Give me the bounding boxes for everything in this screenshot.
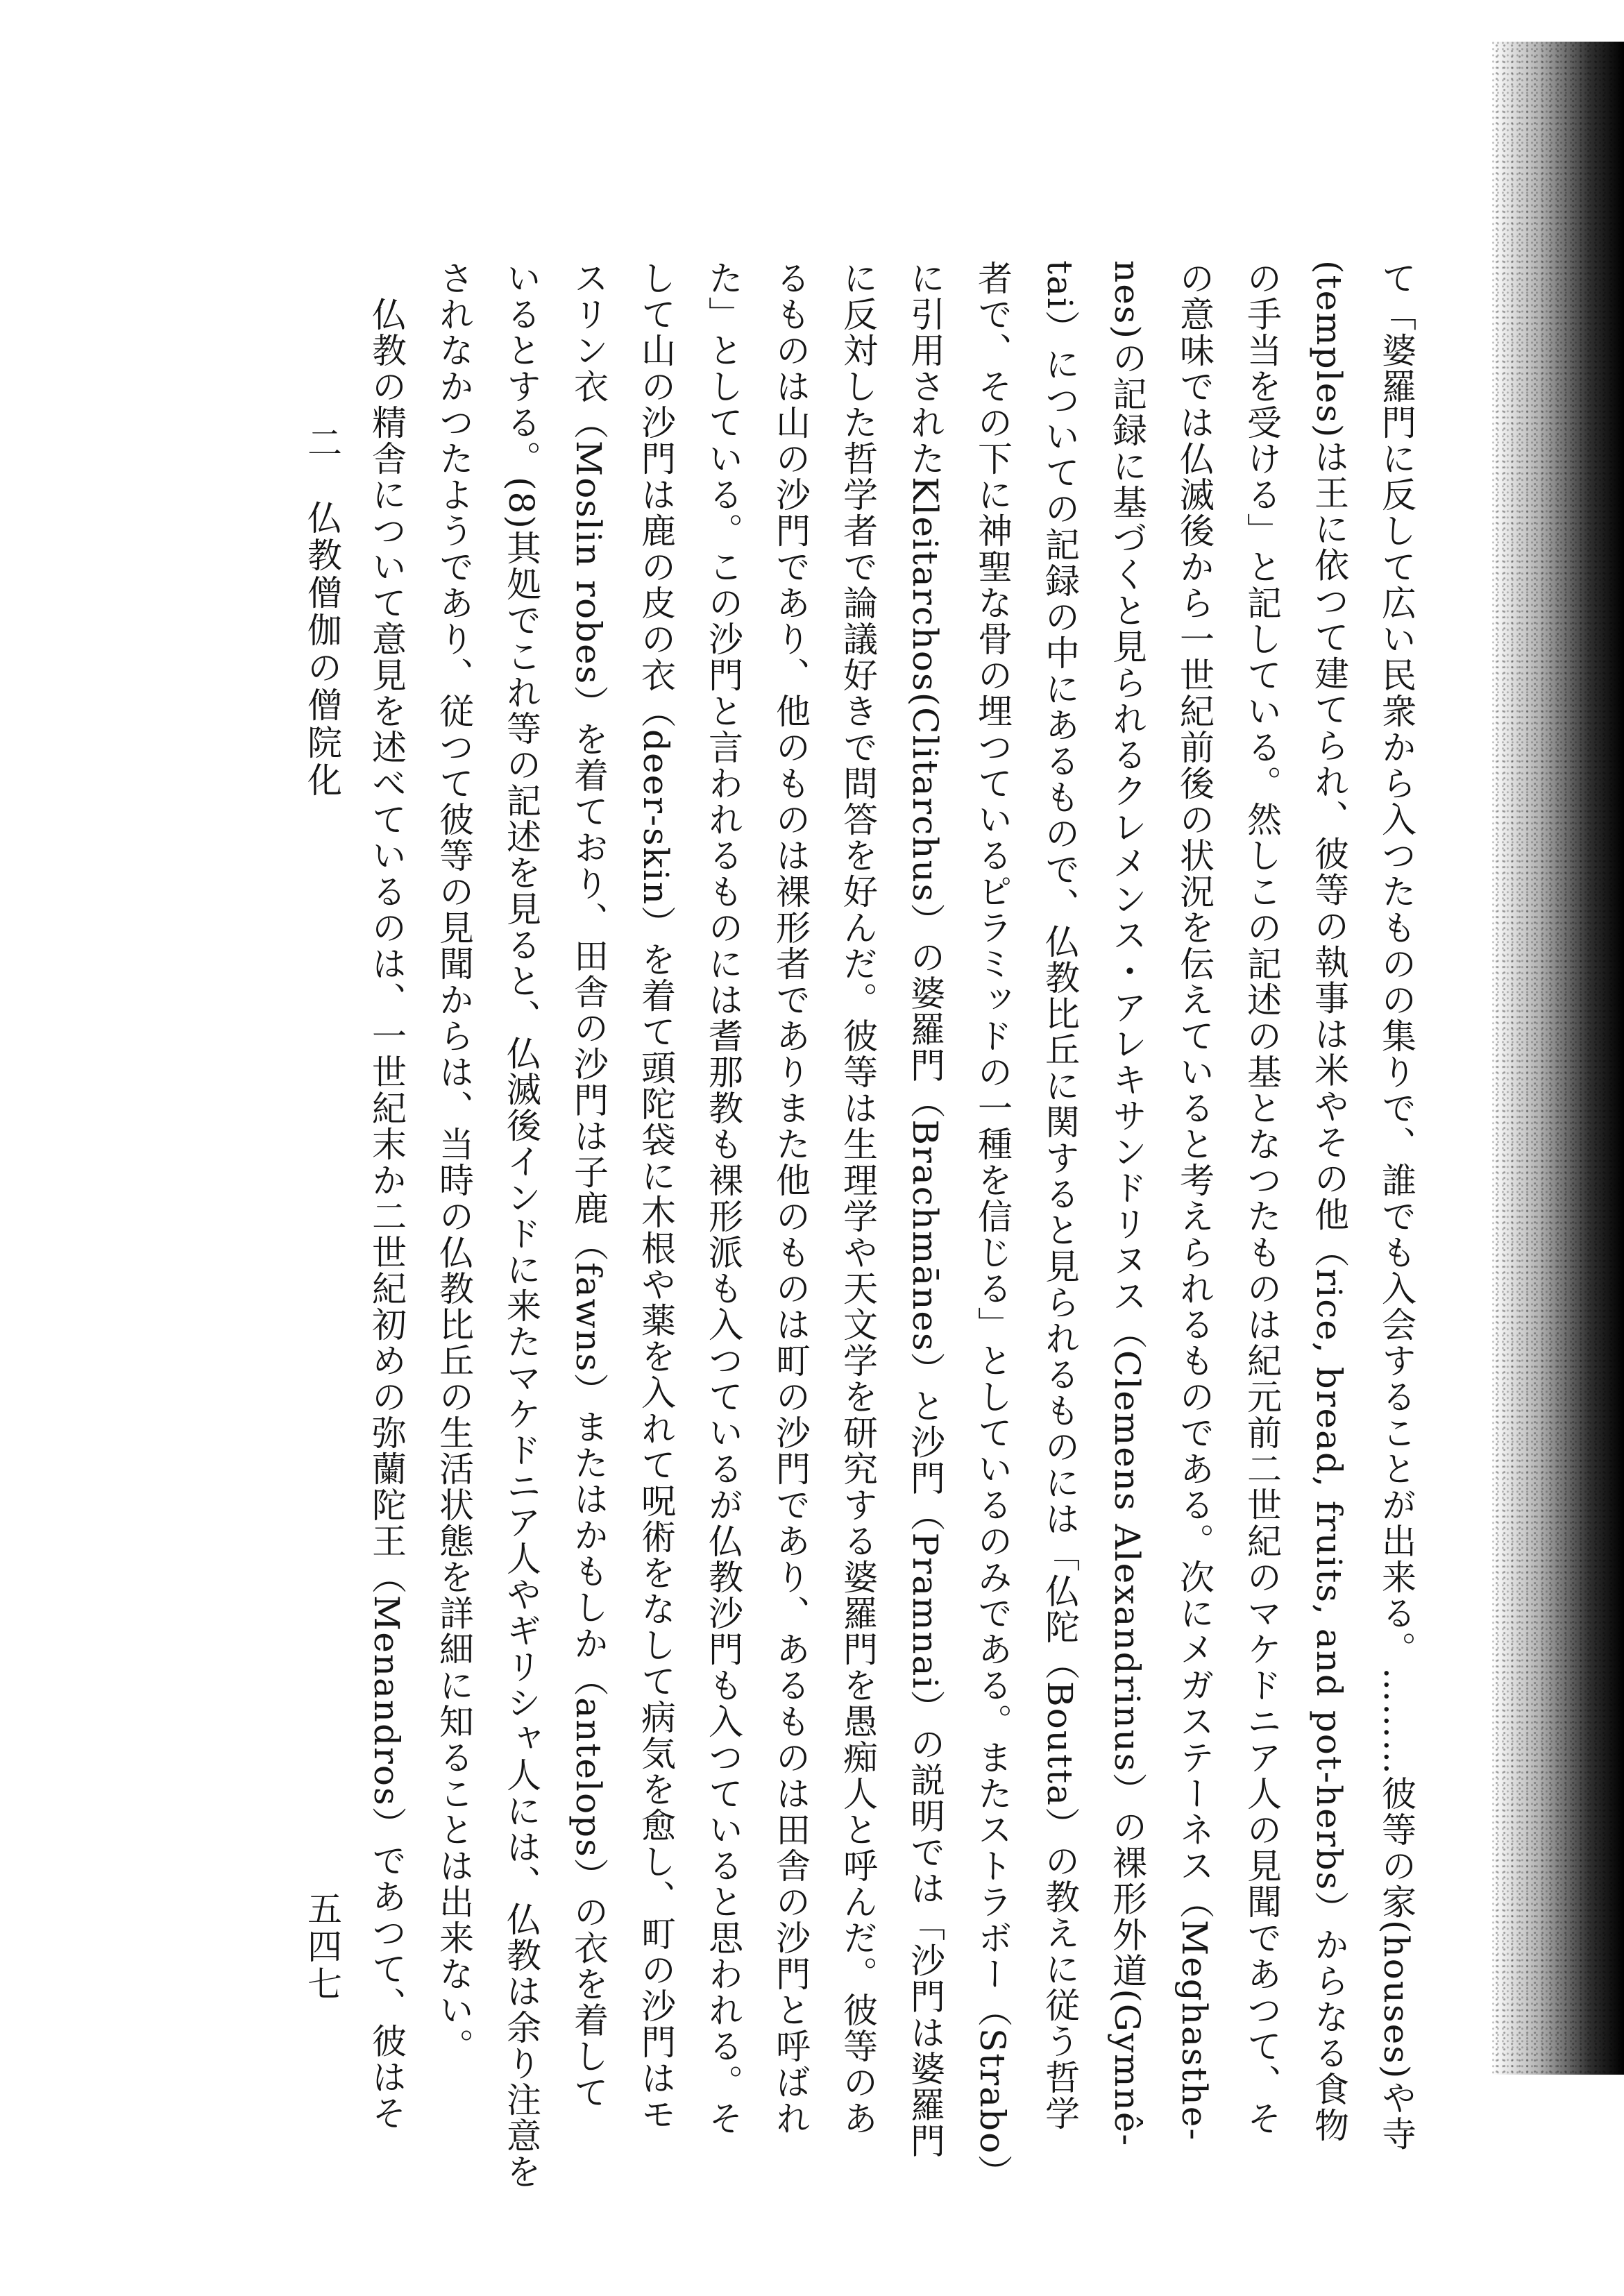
running-header: 二 仏教僧伽の僧院化 xyxy=(302,425,342,799)
body-line: て「婆羅門に反して広い民衆から入つたものの集りで、誰でも入会することが出来る。………彼等の家(houses)や寺 xyxy=(1376,260,1416,2152)
body-line: に反対した哲学者で論議好きで問答を好んだ。彼等は生理学や天文学を研究する婆羅門を愚痴人と呼んだ。彼等のあ xyxy=(838,260,878,2136)
body-text xyxy=(366,260,1430,2191)
body-line: して山の沙門は鹿の皮の衣（deer-skin）を着て頭陀袋に木根や薬を入れて呪術をなして病気を愈し、町の沙門はモ xyxy=(636,260,676,2133)
body-line: の意味では仏滅後から一世紀前後の状況を伝えていると考えられるものである。次にメガステーネス（Meghasthe- xyxy=(1174,260,1215,2142)
page-number: 五四七 xyxy=(302,1891,342,2003)
body-line: いるとする。(8)其処でこれ等の記述を見ると、仏滅後インドに来たマケドニア人やギリシャ人には、仏教は余り注意を xyxy=(501,260,541,2190)
body-line: されなかつたようであり、従つて彼等の見聞からは、当時の仏教比丘の生活状態を詳細に知ることは出来ない。 xyxy=(434,260,474,2064)
body-line: tai）についての記録の中にあるもので、仏教比丘に関すると見られるものには「仏陀（Boutta）の教えに従う哲学 xyxy=(1040,260,1080,2132)
body-line: た」としている。この沙門と言われるものには耆那教も裸形派も入つているが仏教沙門も入つていると思われる。そ xyxy=(703,260,743,2136)
body-line: 者で、その下に神聖な骨の埋つているピラミッドの一種を信じる」としているのみである。またストラボー（Strabo） xyxy=(972,260,1013,2191)
body-line: の手当を受ける」と記している。然しこの記述の基となつたものは紀元前二世紀のマケドニア人の見聞であつて、そ xyxy=(1242,260,1282,2136)
body-line: (temples)は王に依つて建てられ、彼等の執事は米やその他（rice, bread, fruits, and pot-herbs）からなる食物 xyxy=(1309,260,1349,2144)
body-line: スリン衣（Moslin robes）を着ており、田舎の沙門は子鹿（fawns）またはかもしか（antelops）の衣を着して xyxy=(568,260,609,2111)
body-line: るものは山の沙門であり、他のものは裸形者でありまた他のものは町の沙門であり、あるものは田舎の沙門と呼ばれ xyxy=(770,260,811,2136)
body-line: 仏教の精舎について意見を述べているのは、一世紀末か二世紀初めの弥蘭陀王（Menandros）であつて、彼はそ xyxy=(366,260,407,2132)
scan-edge-shadow xyxy=(1492,42,1624,2075)
body-line: に引用されたKleitarchos(Clitarchus）の婆羅門（Brachmānes）と沙門（Pramnai）の説明では「沙門は婆羅門 xyxy=(905,260,945,2159)
body-line: nes)の記録に基づくと見られるクレメンス・アレキサンドリヌス（Clemens Alexandrinus）の裸形外道(Gymnê- xyxy=(1107,260,1147,2148)
